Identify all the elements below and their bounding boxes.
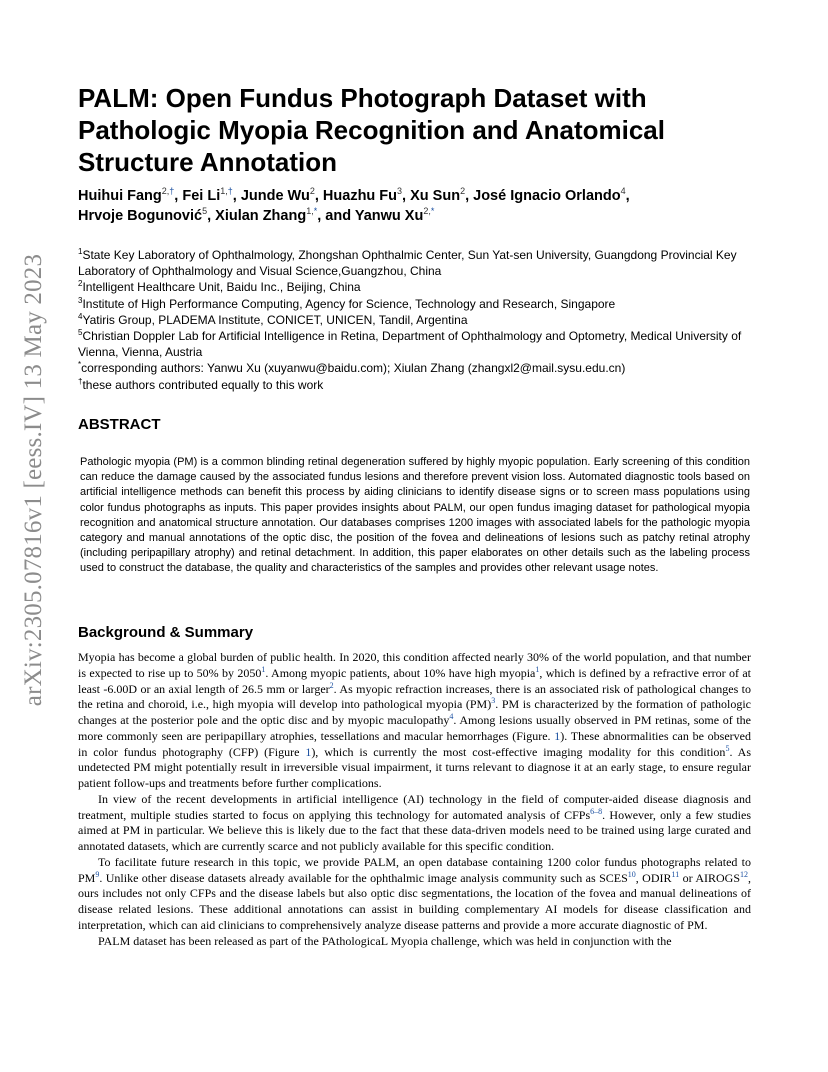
body-text: , which is defined by a refractive error of at least -6.00D or an axial length of 26.5 mm or larger [78,665,751,696]
citation-ref: 1 [261,664,266,674]
author-note-mark: * [430,206,435,217]
citation-ref: 11 [671,869,680,879]
affiliation-text: Christian Doppler Lab for Artificial Intelligence in Retina, Department of Ophthalmology and Optometry, Medical University of Vienna, Vienna, Austria [78,329,742,360]
body-text: ), which is currently the most cost-effective imaging modality for this condition [311,744,726,759]
body-text: . As undetected PM might potentially result in irreversible visual impairment, it turns relevant to diagnose it at an early stage, to ensure regular patient follow-ups and treatments before further complications. [78,744,751,790]
affiliation-mark: 3 [78,295,83,305]
affiliation [78,360,758,376]
affiliation-text: State Key Laboratory of Ophthalmology, Zhongshan Ophthalmic Center, Sun Yat-sen University, Guangdong Provincial Key Laboratory of Ophthalmology and Visual Science,Guangzhou, China [78,248,737,279]
affiliation-mark: * [78,360,82,370]
affiliation [78,377,758,393]
abstract-heading: ABSTRACT [78,416,161,433]
section-heading: Background & Summary [78,624,254,641]
body-paragraph [78,934,751,950]
citation-ref: 6–8 [590,806,603,816]
author-name: Huihui Fang [78,188,162,204]
author-separator: , [207,208,216,224]
body-text: . PM is characterized by the formation of pathologic changes at the posterior pole and the optic disc and by myopic maculopathy [78,697,752,727]
affiliation [78,312,758,328]
body-text: or AIROGS [679,870,740,885]
affiliation-text: these authors contributed equally to this work [82,377,324,392]
body-text: To facilitate future research in this topic, we provide PALM, an open database containing 1200 color fundus photographs related to PM [78,854,751,885]
body-text: . Among myopic patients, about 10% have high myopia [265,665,536,680]
body-text: . Unlike other disease datasets already available for the ophthalmic image analysis community such as SCES [99,870,628,885]
author-separator: , [314,188,323,204]
author-affil-mark: 4 [620,186,626,197]
body-paragraph [78,855,751,934]
author-affil-mark: 1, [306,206,314,217]
citation-ref: 5 [725,743,730,753]
affiliation-list [78,247,758,393]
author-note-mark: * [313,206,318,217]
author-separator: , [465,188,474,204]
author-affil-mark: 2 [309,186,315,197]
author-note-mark: † [169,186,175,197]
affiliation [78,279,758,295]
author-name: Huazhu Fu [322,188,398,204]
author-name: Junde Wu [240,188,310,204]
author-affil-mark: 2 [460,186,466,197]
body-text: . As myopic refraction increases, there is an associated risk of pathological changes to the retina and choroid, i.e., high myopia will develop into pathological myopia (PM) [78,681,751,712]
figure-ref: 1 [554,728,561,743]
citation-ref: 2 [329,680,334,690]
author-name: Xiulan Zhang [215,208,307,224]
author-separator: , [174,188,183,204]
arxiv-identifier: arXiv:2305.07816v1 [eess.IV] 13 May 2023 [20,253,47,707]
author-affil-mark: 3 [397,186,403,197]
affiliation-text: Yatiris Group, PLADEMA Institute, CONICET, UNICEN, Tandil, Argentina [82,312,468,327]
body-text: , ours includes not only CFPs and the disease labels but also optic disc segmentations, the location of the fovea and manual delineations of disease related lesions. These additional annotations can assist in building complementary AI models for disease classification and interpretation, which can aid clinicians to comprehensively analyze disease patterns and provide a more accurate diagnostic of PM. [78,870,751,932]
affiliation-mark: † [78,376,83,386]
body-text: ). These abnormalities can be observed in color fundus photography (CFP) (Figure [78,728,751,759]
author-name: Hrvoje Bogunović [78,208,203,224]
abstract-text: Pathologic myopia (PM) is a common blinding retinal degeneration suffered by highly myopic population. Early screening of this condition can reduce the damage caused by the associated fundus lesions and therefore prevent vision loss. Automated diagnostic tools based on artificial intelligence methods can benefit this process by aiding clinicians to identify disease signs or to screen mass populations using color fundus photographs as inputs. This paper provides insights about PALM, our open fundus imaging dataset for pathological myopia recognition and anatomical structure annotation. Our databases comprises 1200 images with associated labels for the pathologic myopia category and manual annotations of the optic disc, the position of the fovea and delineations of lesions such as patchy retinal atrophy (including peripapillary atrophy) and retinal detachment. In addition, this paper elaborates on other details such as the labeling process used to construct the database, the quality and characteristics of the samples and provides other relevant usage notes. [80,456,750,575]
citation-ref: 1 [535,664,540,674]
citation-ref: 9 [95,869,100,879]
author-affil-mark: 5 [202,206,208,217]
affiliation-text: Intelligent Healthcare Unit, Baidu Inc., Beijing, China [82,280,361,295]
body-text: . Among lesions usually observed in PM retinas, some of the more commonly seen are peripapillary atrophies, tessellations and macular hemorrhages (Figure. [78,713,751,743]
section-body [78,650,751,949]
body-text: , ODIR [635,870,672,885]
affiliation-mark: 2 [78,279,83,289]
body-paragraph [78,792,751,855]
author-separator: , [402,188,411,204]
affiliation [78,296,758,312]
author-note-mark: † [227,186,233,197]
author-affil-mark: 1, [220,186,228,197]
author-name: José Ignacio Orlando [473,188,621,204]
citation-ref: 3 [491,696,496,706]
author-list [78,186,778,226]
paper-title: PALM: Open Fundus Photograph Dataset with Pathologic Myopia Recognition and Anatomical Structure Annotation [78,83,665,177]
author-separator: , [232,188,241,204]
arxiv-side-stamp [12,253,56,707]
body-text: Myopia has become a global burden of public health. In 2020, this condition affected nearly 30% of the world population, and that number is expected to rise up to 50% by 2050 [78,650,751,680]
figure-ref: 1 [305,744,312,759]
citation-ref: 4 [449,712,454,721]
author-name: Yanwu Xu [354,208,424,224]
author-name: Xu Sun [410,188,461,204]
author-affil-mark: 2, [423,206,431,217]
author-separator: , [625,188,630,204]
affiliation-mark: 5 [78,328,83,338]
body-text: . However, only a few studies aimed at PM in particular. We believe this is likely due to the fact that these data-driven models need to be trained using large curated and annotated datasets, which are currently scarce and not publicly available for this specific condition. [78,807,751,853]
affiliation [78,328,758,360]
body-text: PALM dataset has been released as part of the PAthologicaL Myopia challenge, which was held in conjunction with the [98,933,672,948]
author-name: Fei Li [182,188,221,204]
affiliation-text: Institute of High Performance Computing, Agency for Science, Technology and Research, Singapore [82,296,616,311]
citation-ref: 12 [740,869,748,879]
affiliation [78,247,758,279]
author-separator: , and [317,208,355,224]
affiliation-text: corresponding authors: Yanwu Xu (xuyanwu@baidu.com); Xiulan Zhang (zhangxl2@mail.sysu.edu.cn) [81,361,626,376]
author-affil-mark: 2, [161,186,170,197]
body-paragraph [78,650,751,792]
citation-ref: 10 [627,869,636,879]
affiliation-mark: 1 [78,247,83,256]
affiliation-mark: 4 [78,311,83,321]
body-text: In view of the recent developments in artificial intelligence (AI) technology in the field of computer-aided disease diagnosis and treatment, multiple studies started to focus on applying this technology for automated analysis of CFPs [78,791,751,822]
